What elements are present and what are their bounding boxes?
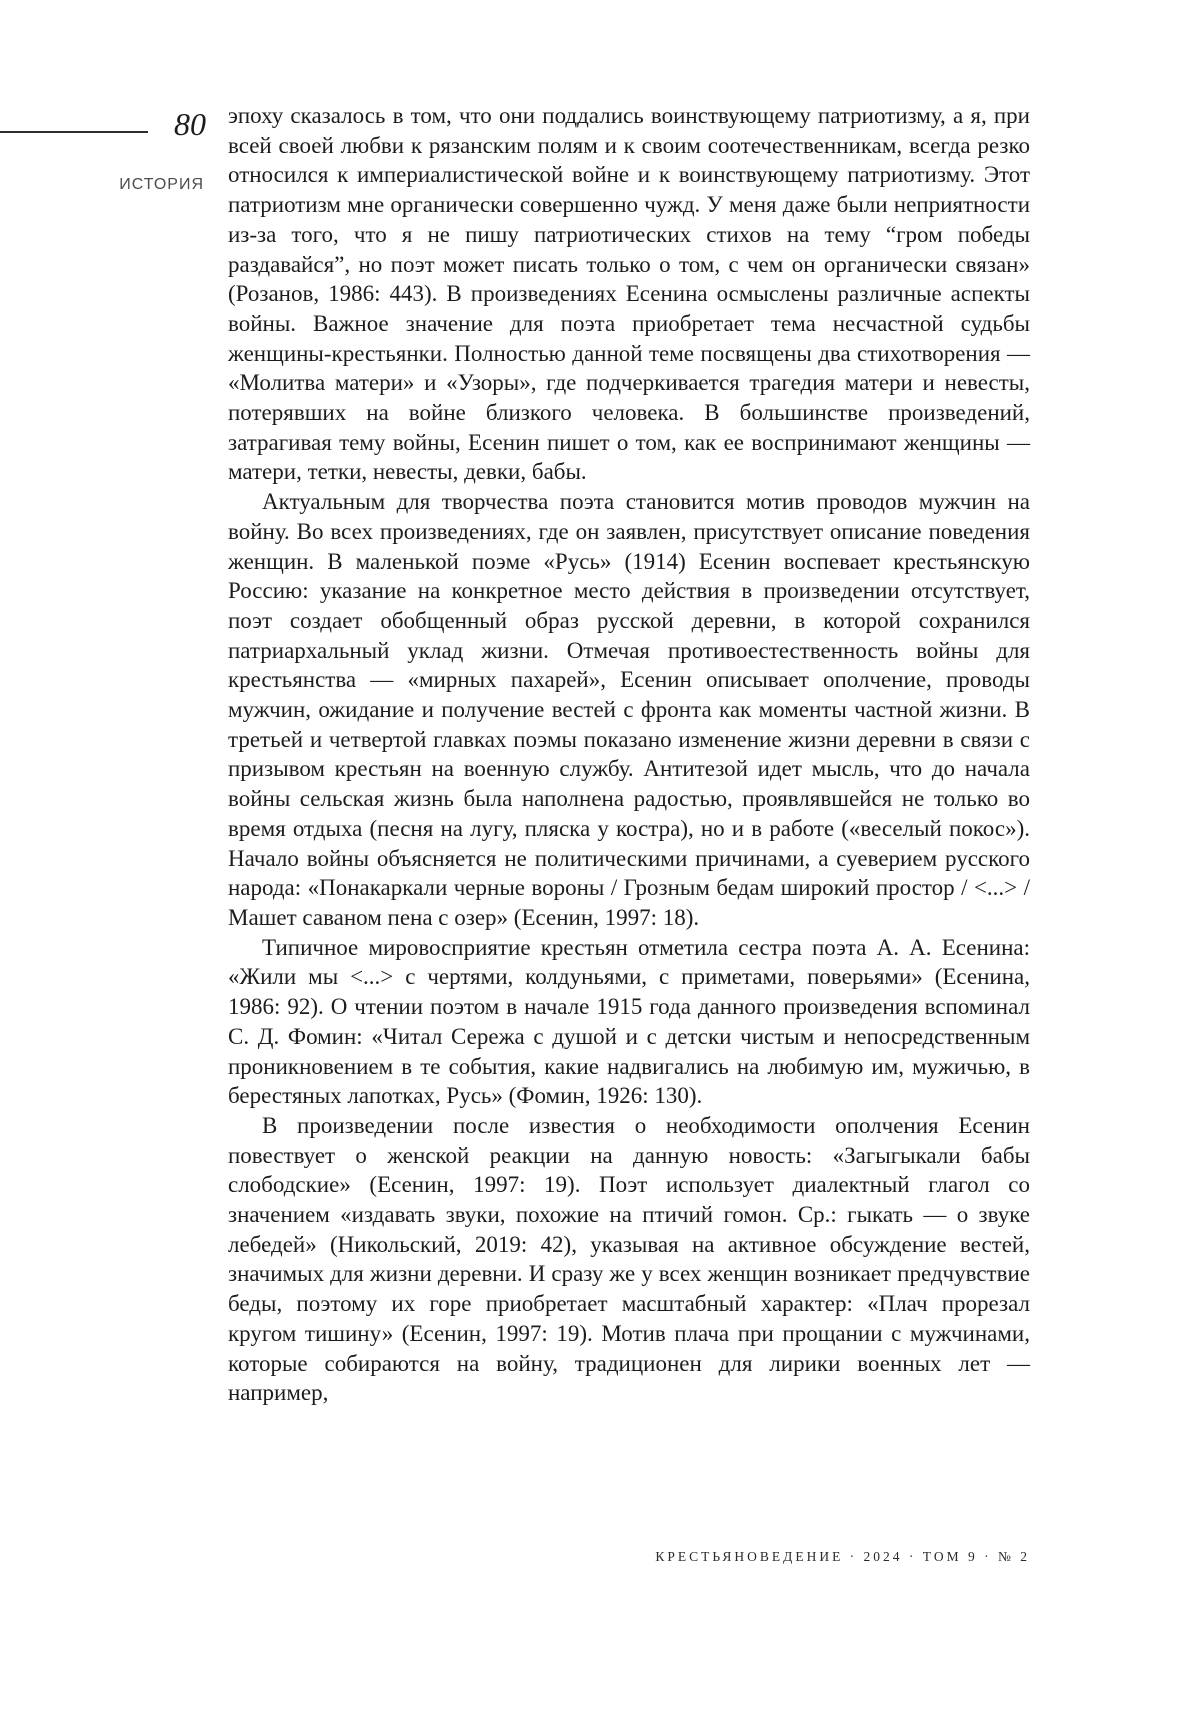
article-body xyxy=(228,101,1030,1408)
section-label: ИСТОРИЯ xyxy=(119,176,204,193)
page-number: 80 xyxy=(174,106,206,142)
paragraph: Типичное мировосприятие крестьян отметила сестра поэта А. А. Есенина: «Жили мы <...> с чертями, колдуньями, с приметами, поверьями» (Есенина, 1986: 92). О чтении поэтом в начале 1915 года данного произведения вспоминал С. Д. Фомин: «Читал Сережа с душой и с детски чистым и непосредственным проникновением в те события, какие надвигались на любимую им, мужичью, в берестяных лапотках, Русь» (Фомин, 1926: 130). xyxy=(228,934,1030,1109)
journal-footer: КРЕСТЬЯНОВЕДЕНИЕ · 2024 · ТОМ 9 · № 2 xyxy=(655,1549,1030,1564)
paragraph: В произведении после известия о необходимости ополчения Есенин повествует о женской реакции на данную новость: «Загыгыкали бабы слободские» (Есенин, 1997: 19). Поэт использует диалектный глагол со значением «издавать звуки, похожие на птичий гомон. Ср.: гыкать — о звуке лебедей» (Никольский, 2019: 42), указывая на активное обсуждение вестей, значимых для жизни деревни. И сразу же у всех женщин возникает предчувствие беды, поэтому их горе приобретает масштабный характер: «Плач прорезал кругом тишину» (Есенин, 1997: 19). Мотив плача при прощании с мужчинами, которые собираются на войну, традиционен для лирики военных лет — например, xyxy=(228,1112,1030,1406)
paragraph: Актуальным для творчества поэта становится мотив проводов мужчин на войну. Во всех произведениях, где он заявлен, присутствует описание поведения женщин. В маленькой поэме «Русь» (1914) Есенин воспевает крестьянскую Россию: указание на конкретное место действия в произведении отсутствует, поэт создает обобщенный образ русской деревни, в которой сохранился патриархальный уклад жизни. Отмечая противоестественность войны для крестьянства — «мирных пахарей», Есенин описывает ополчение, проводы мужчин, ожидание и получение вестей с фронта как моменты частной жизни. В третьей и четвертой главках поэмы показано изменение жизни деревни в связи с призывом крестьян на военную службу. Антитезой идет мысль, что до начала войны сельская жизнь была наполнена радостью, проявлявшейся не только во время отдыха (песня на лугу, пляска у костра), но и в работе («веселый покос»). Начало войны объясняется не политическими причинами, а суеверием русского народа: «Понакаркали черные вороны / Грозным бедам широкий простор / <...> / Машет саваном пена с озер» (Есенин, 1997: 18). xyxy=(228,489,1030,930)
paragraph: эпоху сказалось в том, что они поддались воинствующему патриотизму, а я, при всей своей любви к рязанским полям и к своим соотечественникам, всегда резко относился к империалистической войне и к воинствующему патриотизму. Этот патриотизм мне органически совершенно чужд. У меня даже были неприятности из-за того, что я не пишу патриотических стихов на тему “гром победы раздавайся”, но поэт может писать только о том, с чем он органически связан» (Розанов, 1986: 443). В произведениях Есенина осмыслены различные аспекты войны. Важное значение для поэта приобретает тема несчастной судьбы женщины-крестьянки. Полностью данной теме посвящены два стихотворения — «Молитва матери» и «Узоры», где подчеркивается трагедия матери и невесты, потерявших на войне близкого человека. В большинстве произведений, затрагивая тему войны, Есенин пишет о том, как ее воспринимают женщины — матери, тетки, невесты, девки, бабы. xyxy=(228,103,1030,485)
